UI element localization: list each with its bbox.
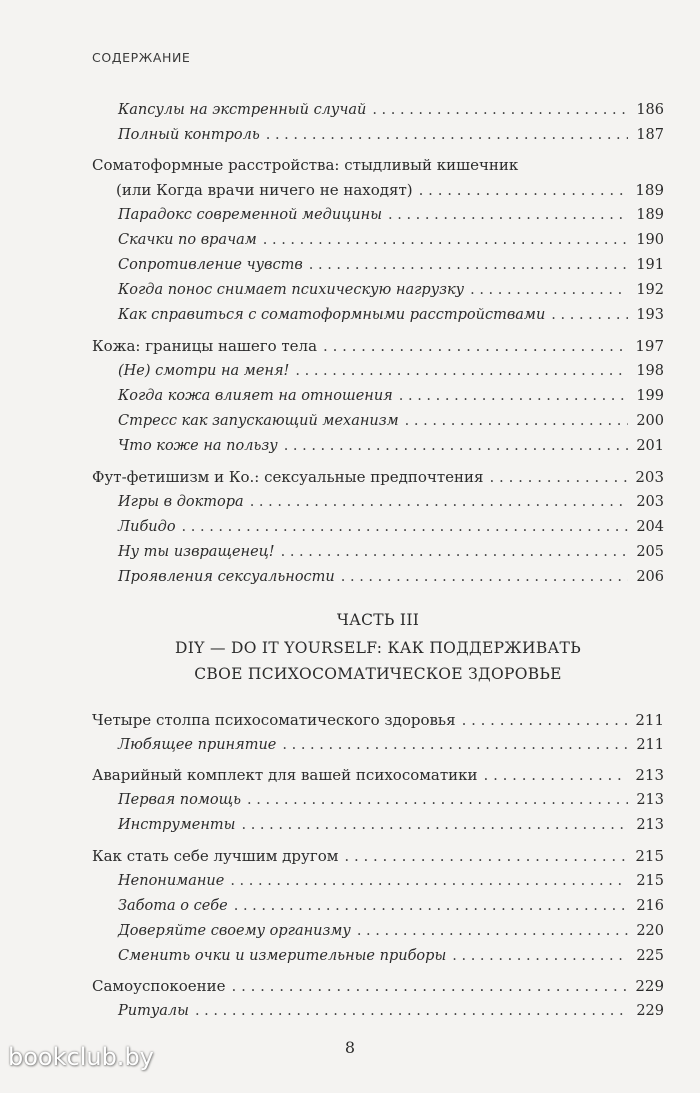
toc-chapter xyxy=(92,710,664,730)
toc-entry xyxy=(92,567,664,587)
toc-entry-page: 197 xyxy=(635,337,664,355)
dot-leader xyxy=(309,255,628,275)
dot-leader xyxy=(357,921,628,941)
toc-entry xyxy=(92,280,664,300)
toc-entry-page: 198 xyxy=(636,363,664,379)
dot-leader xyxy=(284,436,628,456)
toc-entry xyxy=(92,790,664,810)
dot-leader xyxy=(182,517,628,537)
toc-entry-page: 215 xyxy=(635,847,664,865)
toc-entry xyxy=(92,125,664,145)
toc-entry-title: Доверяйте своему организму xyxy=(118,923,351,939)
toc-entry xyxy=(92,921,664,941)
toc-entry-title: Четыре столпа психосоматического здоровья xyxy=(92,711,456,729)
toc-entry-page: 216 xyxy=(636,898,664,914)
toc-entry xyxy=(92,815,664,835)
dot-leader xyxy=(232,976,628,996)
toc-entry-title: Проявления сексуальности xyxy=(118,569,335,585)
toc-entry-page: 187 xyxy=(636,127,664,143)
toc-entry-title: Кожа: границы нашего тела xyxy=(92,337,318,355)
dot-leader xyxy=(484,765,628,785)
toc-entry-title: Ритуалы xyxy=(118,1003,189,1019)
toc-entry-title: Стресс как запускающий механизм xyxy=(118,413,399,429)
toc-entry-title: Сменить очки и измерительные приборы xyxy=(118,948,447,964)
dot-leader xyxy=(195,1001,628,1021)
toc-entry-page: 189 xyxy=(636,207,664,223)
dot-leader xyxy=(250,492,628,512)
dot-leader xyxy=(295,361,628,381)
toc-entry-title: Капсулы на экстренный случай xyxy=(118,102,367,118)
dot-leader xyxy=(241,815,628,835)
toc-entry-title: Игры в доктора xyxy=(118,494,244,510)
toc-entry-page: 220 xyxy=(636,923,664,939)
toc-entry xyxy=(92,361,664,381)
dot-leader xyxy=(405,411,628,431)
toc-entry xyxy=(92,100,664,120)
toc-entry-page: 205 xyxy=(636,544,664,560)
toc-entry-page: 225 xyxy=(636,948,664,964)
toc-chapter xyxy=(92,155,664,175)
toc-entry-title: Либидо xyxy=(118,519,176,535)
toc-entry-title: Когда понос снимает психическую нагрузку xyxy=(118,282,465,298)
toc-entry-title: Самоуспокоение xyxy=(92,977,226,995)
toc-entry-page: 203 xyxy=(635,468,664,486)
dot-leader xyxy=(490,467,628,487)
toc-entry-title: Фут-фетишизм и Ко.: сексуальные предпочтения xyxy=(92,468,484,486)
toc-entry-title: Парадокс современной медицины xyxy=(118,207,383,223)
dot-leader xyxy=(399,386,628,406)
toc-entry-page: 203 xyxy=(636,494,664,510)
toc-entry-page: 229 xyxy=(636,1003,664,1019)
running-head: СОДЕРЖАНИЕ xyxy=(92,50,191,65)
part-title-line1: DIY — DO IT YOURSELF: КАК ПОДДЕРЖИВАТЬ xyxy=(175,639,581,657)
part-label: ЧАСТЬ III xyxy=(336,611,420,629)
toc-chapter xyxy=(92,467,664,487)
dot-leader xyxy=(344,846,628,866)
dot-leader xyxy=(247,790,628,810)
toc-entry-title: Первая помощь xyxy=(118,792,242,808)
part-title-line2: СВОЕ ПСИХОСОМАТИЧЕСКОЕ ЗДОРОВЬЕ xyxy=(194,665,562,683)
toc-entry-page: 211 xyxy=(635,711,664,729)
dot-leader xyxy=(388,205,628,225)
toc-chapter xyxy=(92,846,664,866)
dot-leader xyxy=(551,305,628,325)
toc-entry xyxy=(92,896,664,916)
toc-entry-title: Ну ты извращенец! xyxy=(118,544,275,560)
dot-leader xyxy=(372,100,628,120)
toc-entry xyxy=(92,542,664,562)
toc-entry-page: 204 xyxy=(636,519,664,535)
toc-entry xyxy=(92,230,664,250)
toc-entry-page: 186 xyxy=(636,102,664,118)
toc-entry-page: 189 xyxy=(635,181,664,199)
toc-entry-page: 192 xyxy=(636,282,664,298)
toc-entry-page: 213 xyxy=(636,817,664,833)
dot-leader xyxy=(341,567,628,587)
toc-entry xyxy=(92,946,664,966)
toc-entry-title: Скачки по врачам xyxy=(118,232,257,248)
toc-entry xyxy=(92,492,664,512)
dot-leader xyxy=(263,230,628,250)
toc-entry-title: Когда кожа влияет на отношения xyxy=(118,388,393,404)
toc-entry-title: Любящее принятие xyxy=(118,737,277,753)
toc-entry-page: 213 xyxy=(635,766,664,784)
toc-entry-page: 211 xyxy=(636,737,664,753)
toc-entry-page: 193 xyxy=(636,307,664,323)
toc-chapter xyxy=(92,765,664,785)
toc-entry-title: Соматоформные расстройства: стыдливый кишечник xyxy=(92,156,519,174)
toc-entry-title: Полный контроль xyxy=(118,127,260,143)
dot-leader xyxy=(323,336,628,356)
toc-entry-page: 199 xyxy=(636,388,664,404)
toc-entry-page: 190 xyxy=(636,232,664,248)
toc-entry-page: 229 xyxy=(635,977,664,995)
dot-leader xyxy=(282,735,628,755)
toc-entry xyxy=(92,205,664,225)
toc-entry xyxy=(92,871,664,891)
toc-entry-page: 215 xyxy=(636,873,664,889)
watermark-logo: bookclub.by xyxy=(8,1043,154,1071)
toc-entry-title: Инструменты xyxy=(118,817,236,833)
toc-entry-title: Сопротивление чувств xyxy=(118,257,303,273)
toc-entry-page: 191 xyxy=(636,257,664,273)
toc-chapter xyxy=(92,180,664,200)
toc-entry-title: Как справиться с соматоформными расстройствами xyxy=(118,307,546,323)
dot-leader xyxy=(470,280,628,300)
toc-entry xyxy=(92,305,664,325)
toc-entry xyxy=(92,735,664,755)
toc-entry-title: Забота о себе xyxy=(118,898,228,914)
toc-entry-title: (Не) смотри на меня! xyxy=(118,363,290,379)
toc-chapter xyxy=(92,336,664,356)
toc-entry xyxy=(92,386,664,406)
dot-leader xyxy=(266,125,628,145)
dot-leader xyxy=(462,710,628,730)
toc-entry-page: 201 xyxy=(636,438,664,454)
toc-entry-page: 213 xyxy=(636,792,664,808)
toc-entry-title: Что коже на пользу xyxy=(118,438,278,454)
toc-entry-page: 200 xyxy=(636,413,664,429)
toc-entry-page: 206 xyxy=(636,569,664,585)
toc-entry-title: (или Когда врачи ничего не находят) xyxy=(116,181,413,199)
dot-leader xyxy=(452,946,628,966)
toc-entry xyxy=(92,411,664,431)
toc-entry xyxy=(92,255,664,275)
page-number: 8 xyxy=(344,1038,356,1057)
toc-entry-title: Как стать себе лучшим другом xyxy=(92,847,339,865)
toc-entry xyxy=(92,436,664,456)
dot-leader xyxy=(419,180,628,200)
dot-leader xyxy=(230,871,628,891)
toc-entry-title: Непонимание xyxy=(118,873,225,889)
toc-entry xyxy=(92,1001,664,1021)
dot-leader xyxy=(281,542,628,562)
toc-entry-title: Аварийный комплект для вашей психосоматики xyxy=(92,766,478,784)
toc-entry xyxy=(92,517,664,537)
dot-leader xyxy=(234,896,628,916)
toc-chapter xyxy=(92,976,664,996)
